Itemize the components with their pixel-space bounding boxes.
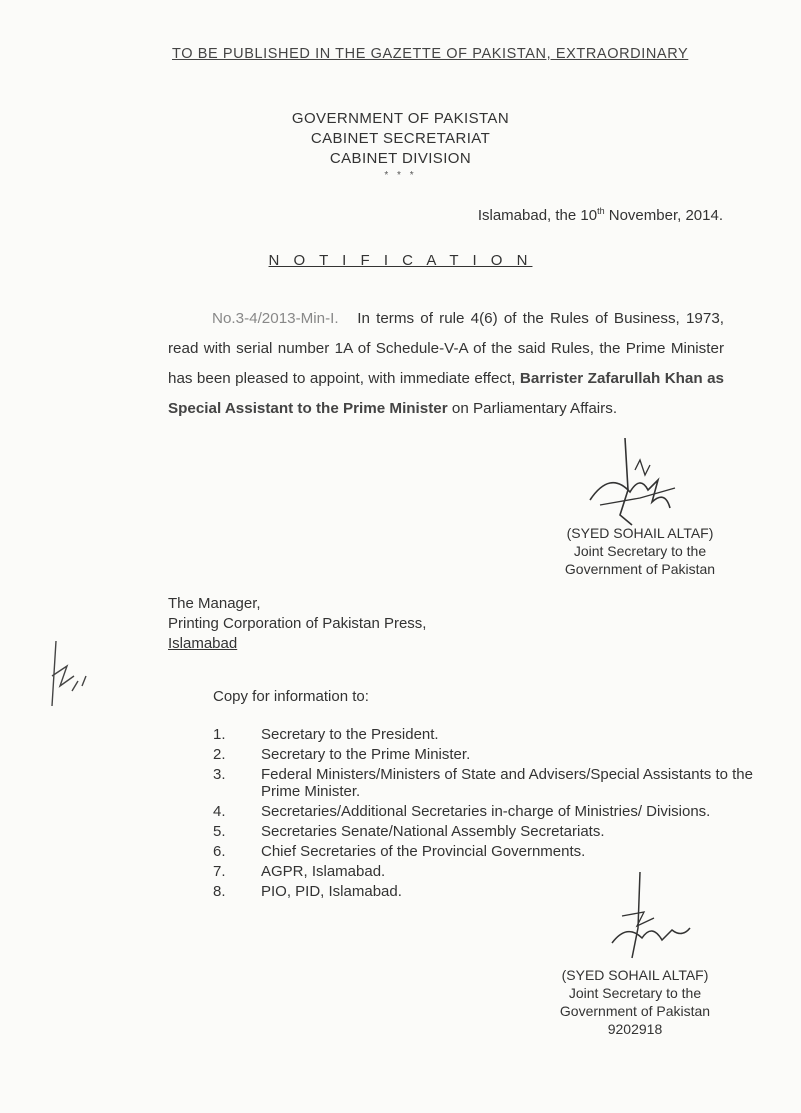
addressee-title: The Manager, xyxy=(168,595,261,612)
signatory-phone: 9202918 xyxy=(607,1021,663,1037)
appointee: Barrister Zafarullah Khan as Special Assistant to the Prime Minister xyxy=(168,370,724,417)
signatory-org: Government of Pakistan xyxy=(559,1003,711,1019)
signatory-org: Government of Pakistan xyxy=(564,561,716,577)
reference-number: No.3-4/2013-Min-I. xyxy=(212,310,339,327)
list-item: 3. Federal Ministers/Ministers of State and Advisers/Special Assistants to the Prime Minister. xyxy=(213,766,753,800)
division-heading: CABINET DIVISION xyxy=(329,150,472,167)
copy-label: Copy for information to: xyxy=(213,688,369,705)
notification-title: N O T I F I C A T I O N xyxy=(268,252,533,269)
issue-date: Islamabad, the 10th November, 2014. xyxy=(477,206,723,224)
signatory-name: (SYED SOHAIL ALTAF) xyxy=(561,967,709,983)
list-item: 5. Secretaries Senate/National Assembly Secretariats. xyxy=(213,823,605,840)
secretariat-heading: CABINET SECRETARIAT xyxy=(310,130,491,147)
separator-stars: * * * xyxy=(384,170,417,181)
list-item: 4. Secretaries/Additional Secretaries in-charge of Ministries/ Divisions. xyxy=(213,803,711,820)
list-item: 8. PIO, PID, Islamabad. xyxy=(213,883,402,900)
addressee-block xyxy=(168,594,426,654)
gazette-heading: TO BE PUBLISHED IN THE GAZETTE OF PAKISTAN, EXTRAORDINARY xyxy=(172,46,689,62)
notification-body: No.3-4/2013-Min-I. In terms of rule 4(6) of the Rules of Business, 1973, read with serial number 1A of Schedule-V-A of the said Rules, the Prime Minister has been pleased to appoint, with immediate effect, Barrister Zafarullah Khan as Special Assistant to the Prime Minister on Parliamentary Affairs. xyxy=(168,310,724,417)
margin-initials xyxy=(42,636,92,716)
addressee-org: Printing Corporation of Pakistan Press, xyxy=(168,615,427,632)
list-item: 1. Secretary to the President. xyxy=(213,726,439,743)
list-item: 7. AGPR, Islamabad. xyxy=(213,863,386,880)
signatory-name: (SYED SOHAIL ALTAF) xyxy=(566,525,714,541)
signature-image xyxy=(592,868,702,968)
signatory-title: Joint Secretary to the xyxy=(568,985,702,1001)
list-item: 2. Secretary to the Prime Minister. xyxy=(213,746,471,763)
signatory-title: Joint Secretary to the xyxy=(573,543,707,559)
addressee-city: Islamabad xyxy=(168,635,238,652)
signatory-block-2 xyxy=(535,966,735,1038)
list-item: 6. Chief Secretaries of the Provincial Governments. xyxy=(213,843,586,860)
govt-heading: GOVERNMENT OF PAKISTAN xyxy=(291,110,510,127)
signatory-block-1 xyxy=(540,524,740,578)
